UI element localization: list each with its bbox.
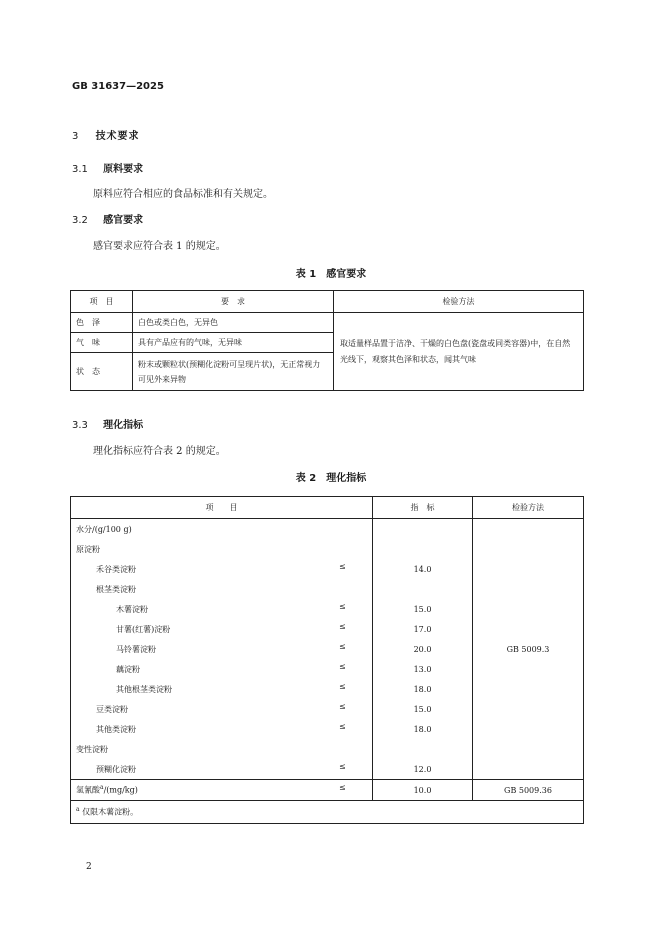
section-number: 3.1 [72,164,88,175]
item-name [71,559,373,579]
index-value: 18.0 [373,719,473,739]
physicochemical-table [70,496,584,824]
page-number: 2 [86,862,92,872]
footnote-text: 仅限木薯淀粉。 [82,807,139,817]
method-value: GB 5009.3 [473,519,584,780]
le-symbol: ≤ [339,562,346,571]
cyanide-unit: /(mg/kg) [103,785,138,795]
section-3-1-heading [72,160,143,175]
item-name [71,719,373,739]
item-name [71,639,373,659]
index-value [373,539,473,559]
item-name [71,599,373,619]
le-symbol: ≤ [339,722,346,731]
item-label: 藕淀粉 [116,664,140,674]
item-label: 禾谷类淀粉 [96,564,136,574]
item-name [71,519,373,540]
section-3-heading [72,127,140,142]
sensory-table [70,290,584,391]
footnote-mark: a [76,806,80,814]
le-symbol: ≤ [339,662,346,671]
item-label: 其他类淀粉 [96,724,136,734]
col-header-method: 检验方法 [473,497,584,519]
section-number: 3 [72,131,79,142]
le-symbol: ≤ [339,622,346,631]
section-number: 3.3 [72,420,88,431]
table-1-caption: 表 1 感官要求 [295,269,367,280]
section-title: 原料要求 [103,164,144,175]
le-symbol: ≤ [339,762,346,771]
table-cell: 白色或类白色，无异色 [133,313,334,333]
table-row [71,519,584,540]
table-2-caption: 表 2 理化指标 [295,473,367,484]
item-label: 变性淀粉 [76,744,108,754]
item-label: 豆类淀粉 [96,704,128,714]
index-value [373,519,473,540]
table-footnote [71,801,584,824]
footnote-mark: a [100,784,104,792]
index-value: 15.0 [373,699,473,719]
section-title: 理化指标 [103,420,144,431]
standard-number: GB 31637—2025 [72,81,164,92]
item-name [71,579,373,599]
item-name [71,679,373,699]
section-3-3-text: 理化指标应符合表 2 的规定。 [93,446,226,457]
table-cell: 粉末或颗粒状(预糊化淀粉可呈现片状)，无正常视力可见外来异物 [133,353,334,391]
item-label: 马铃薯淀粉 [116,644,156,654]
section-number: 3.2 [72,215,88,226]
item-label: 预糊化淀粉 [96,764,136,774]
table-cell: 气 味 [71,333,133,353]
item-label: 其他根茎类淀粉 [116,684,172,694]
le-symbol: ≤ [339,783,346,792]
item-label: 木薯淀粉 [116,604,148,614]
index-value: 12.0 [373,759,473,780]
item-name [71,739,373,759]
le-symbol: ≤ [339,682,346,691]
le-symbol: ≤ [339,702,346,711]
method-cell: 取适量样品置于洁净、干燥的白色盘(瓷盘或同类容器)中，在自然光线下，观察其色泽和状态，闻其气味 [334,313,584,391]
cyanide-name: 氢氰酸 [76,785,100,795]
table-cell: 状 态 [71,353,133,391]
item-name [71,699,373,719]
index-value: 13.0 [373,659,473,679]
item-name [71,619,373,639]
index-value: 18.0 [373,679,473,699]
method-value: GB 5009.36 [473,780,584,801]
section-3-2-text: 感官要求应符合表 1 的规定。 [93,241,226,252]
le-symbol: ≤ [339,602,346,611]
table-cell: 具有产品应有的气味，无异味 [133,333,334,353]
section-title: 感官要求 [103,215,144,226]
section-3-1-text: 原料应符合相应的食品标准和有关规定。 [93,189,273,200]
index-value: 15.0 [373,599,473,619]
item-label: 根茎类淀粉 [96,584,136,594]
table-cell: 色 泽 [71,313,133,333]
table-row-cyanide [71,780,373,801]
index-value [373,579,473,599]
item-label: 原淀粉 [76,544,100,554]
index-value: 20.0 [373,639,473,659]
item-name [71,539,373,559]
section-3-2-heading [72,211,143,226]
index-value: 14.0 [373,559,473,579]
le-symbol: ≤ [339,642,346,651]
index-value [373,739,473,759]
col-header-item: 项 目 [71,291,133,313]
item-name [71,759,373,780]
col-header-index: 指 标 [373,497,473,519]
item-label: 水分/(g/100 g) [76,524,132,534]
section-title: 技术要求 [95,131,140,142]
section-3-3-heading [72,416,143,431]
index-value: 10.0 [373,780,473,801]
index-value: 17.0 [373,619,473,639]
col-header-requirement: 要 求 [133,291,334,313]
col-header-method: 检验方法 [334,291,584,313]
item-label: 甘薯(红薯)淀粉 [116,624,171,634]
item-name [71,659,373,679]
col-header-item: 项 目 [71,497,373,519]
